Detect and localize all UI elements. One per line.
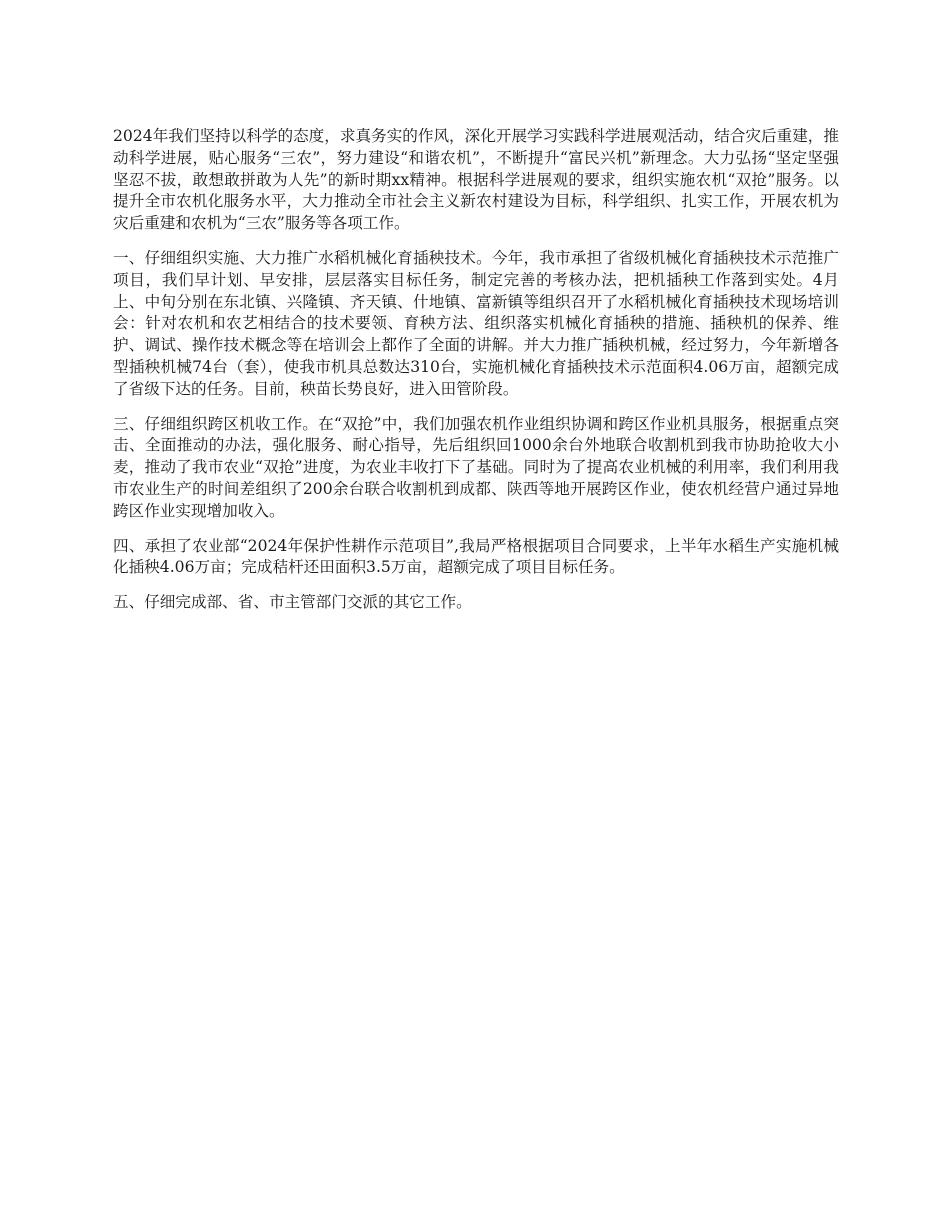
paragraph-intro: 2024年我们坚持以科学的态度，求真务实的作风，深化开展学习实践科学进展观活动，结合灾后重建，推动科学进展，贴心服务“三农”，努力建设“和谐农机”，不断提升“富民兴机”新理念。大力弘扬“坚定坚强坚忍不拔，敢想敢拼敢为人先”的新时期xx精神。根据科学进展观的要求，组织实施农机“双抢”服务。以提升全市农机化服务水平，大力推动全市社会主义新农村建设为目标，科学组织、扎实工作，开展农机为灾后重建和农机为“三农”服务等各项工作。 (113, 127, 839, 233)
paragraph-section-5: 五、仔细完成部、省、市主管部门交派的其它工作。 (113, 593, 472, 612)
paragraph-section-4: 四、承担了农业部“2024年保护性耕作示范项目”,我局严格根据项目合同要求，上半年水稻生产实施机械化插秧4.06万亩；完成秸杆还田面积3.5万亩，超额完成了项目目标任务。 (113, 536, 839, 577)
paragraph-section-1: 一、仔细组织实施、大力推广水稻机械化育插秧技术。今年，我市承担了省级机械化育插秧技术示范推广项目，我们早计划、早安排，层层落实目标任务，制定完善的考核办法，把机插秧工作落到实处。4月上、中旬分别在东北镇、兴隆镇、齐天镇、什地镇、富新镇等组织召开了水稻机械化育插秧技术现场培训会：针对农机和农艺相结合的技术要领、育秧方法、组织落实机械化育插秧的措施、插秧机的保养、维护、调试、操作技术概念等在培训会上都作了全面的讲解。并大力推广插秧机械，经过努力，今年新增各型插秧机械74台（套），使我市机具总数达310台，实施机械化育插秧技术示范面积4.06万亩，超额完成了省级下达的任务。目前，秧苗长势良好，进入田管阶段。 (113, 248, 839, 398)
paragraph-section-3: 三、仔细组织跨区机收工作。在“双抢”中，我们加强农机作业组织协调和跨区作业机具服务，根据重点突击、全面推动的办法，强化服务、耐心指导，先后组织回1000余台外地联合收割机到我市协助抢收大小麦，推动了我市农业“双抢”进度，为农业丰收打下了基础。同时为了提高农业机械的利用率，我们利用我市农业生产的时间差组织了200余台联合收割机到成都、陕西等地开展跨区作业，使农机经营户通过异地跨区作业实现增加收入。 (113, 414, 839, 520)
document-body (113, 126, 839, 627)
